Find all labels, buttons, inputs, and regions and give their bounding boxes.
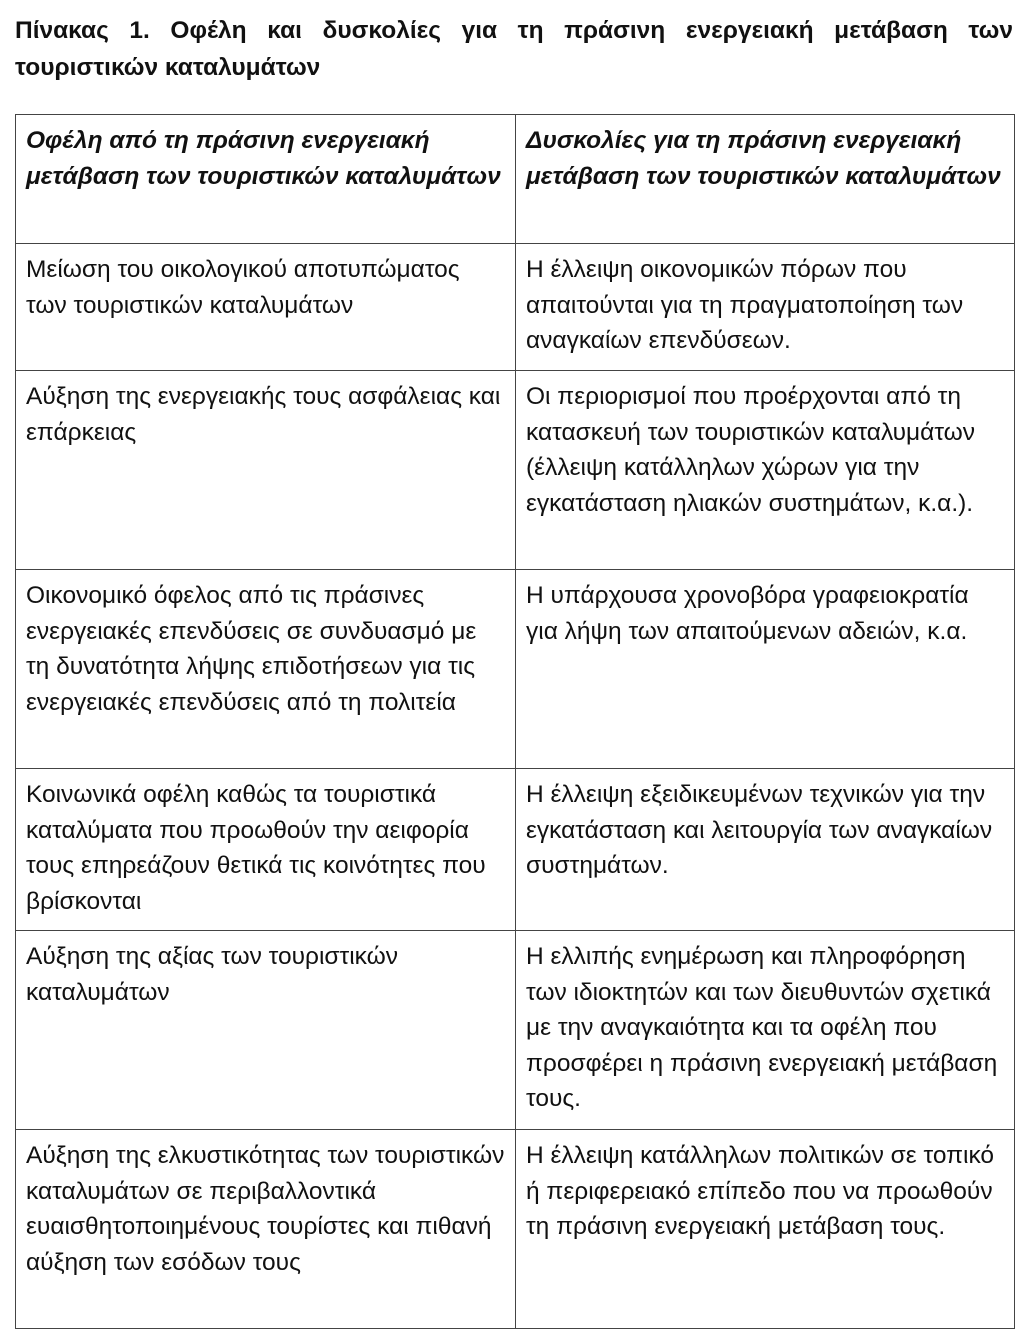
table-header-row xyxy=(16,115,1015,244)
header-benefits: Οφέλη από τη πράσινη ενεργειακή μετάβαση των τουριστικών καταλυμάτων xyxy=(16,115,516,244)
difficulty-cell: Η ελλιπής ενημέρωση και πληροφόρηση των ιδιοκτητών και των διευθυντών σχετικά με την αναγκαιότητα και τα οφέλη που προσφέρει η πράσινη ενεργειακή μετάβαση τους. xyxy=(516,931,1015,1130)
difficulty-cell: Η υπάρχουσα χρονοβόρα γραφειοκρατία για λήψη των απαιτούμενων αδειών, κ.α. xyxy=(516,570,1015,769)
table-row xyxy=(16,244,1015,371)
difficulty-cell: Η έλλειψη κατάλληλων πολιτικών σε τοπικό ή περιφερειακό επίπεδο που να προωθούν τη πράσινη ενεργειακή μετάβαση τους. xyxy=(516,1130,1015,1329)
benefit-cell: Κοινωνικά οφέλη καθώς τα τουριστικά καταλύματα που προωθούν την αειφορία τους επηρεάζουν θετικά τις κοινότητες που βρίσκονται xyxy=(16,769,516,931)
table-caption: Πίνακας 1. Οφέλη και δυσκολίες για τη πράσινη ενεργειακή μετάβαση των τουριστικών καταλυμάτων xyxy=(15,17,1013,81)
difficulty-cell: Η έλλειψη οικονομικών πόρων που απαιτούνται για τη πραγματοποίηση των αναγκαίων επενδύσεων. xyxy=(516,244,1015,371)
benefit-cell: Μείωση του οικολογικού αποτυπώματος των τουριστικών καταλυμάτων xyxy=(16,244,516,371)
table-row xyxy=(16,570,1015,769)
benefit-cell: Οικονομικό όφελος από τις πράσινες ενεργειακές επενδύσεις σε συνδυασμό με τη δυνατότητα λήψης επιδοτήσεων για τις ενεργειακές επενδύσεις από τη πολιτεία xyxy=(16,570,516,769)
difficulty-cell: Η έλλειψη εξειδικευμένων τεχνικών για την εγκατάσταση και λειτουργία των αναγκαίων συστημάτων. xyxy=(516,769,1015,931)
difficulty-cell: Οι περιορισμοί που προέρχονται από τη κατασκευή των τουριστικών καταλυμάτων (έλλειψη κατάλληλων χώρων για την εγκατάσταση ηλιακών συστημάτων, κ.α.). xyxy=(516,371,1015,570)
benefit-cell: Αύξηση της ελκυστικότητας των τουριστικών καταλυμάτων σε περιβαλλοντικά ευαισθητοποιημένους τουρίστες και πιθανή αύξηση των εσόδων τους xyxy=(16,1130,516,1329)
benefit-cell: Αύξηση της ενεργειακής τους ασφάλειας και επάρκειας xyxy=(16,371,516,570)
benefits-difficulties-table xyxy=(15,114,1015,1329)
table-row xyxy=(16,371,1015,570)
benefit-cell: Αύξηση της αξίας των τουριστικών καταλυμάτων xyxy=(16,931,516,1130)
table-row xyxy=(16,931,1015,1130)
table-row xyxy=(16,769,1015,931)
table-row xyxy=(16,1130,1015,1329)
header-difficulties: Δυσκολίες για τη πράσινη ενεργειακή μετάβαση των τουριστικών καταλυμάτων xyxy=(516,115,1015,244)
